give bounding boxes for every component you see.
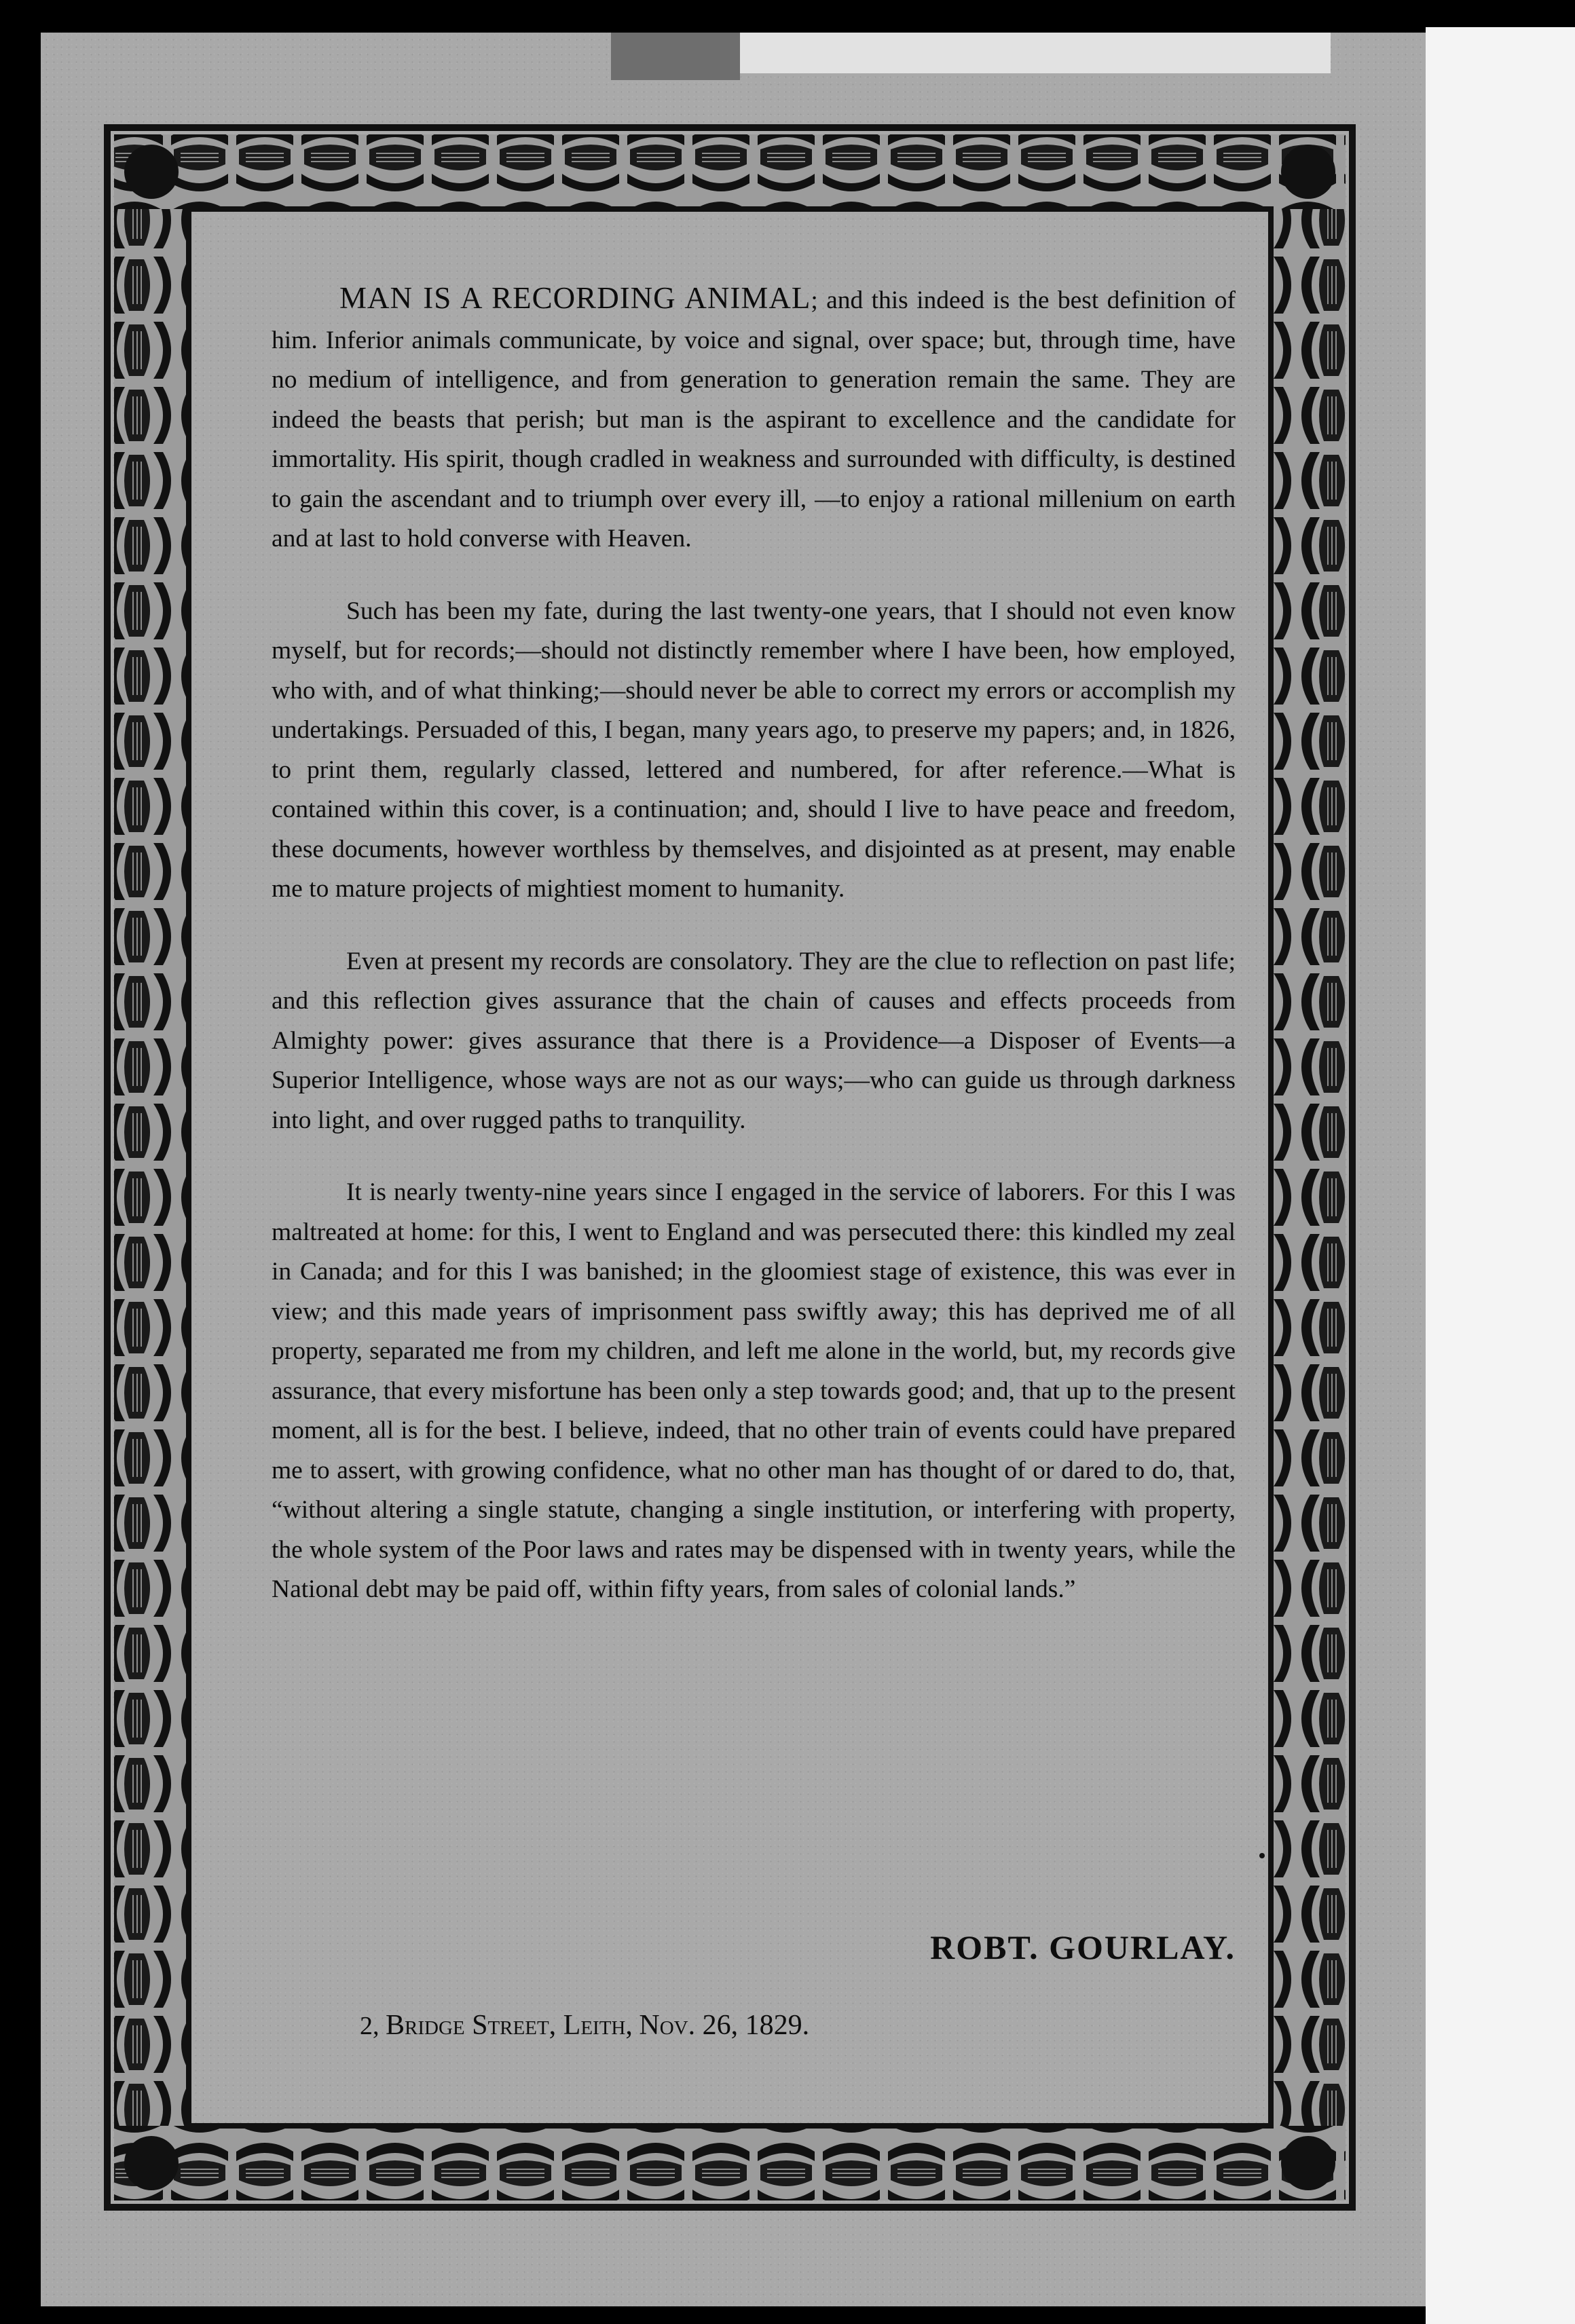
address-number: 2, — [360, 2012, 379, 2040]
ink-speck — [1259, 1853, 1265, 1858]
paragraph-3-text: Even at present my records are consolatory. They are the clue to reflection on past life; and this reflection gives assurance that the chain of causes and effects proceeds from Almighty power: gives assurance that there is a Providence—a Disposer of Events—a Superior Intelligence, whose ways are not as our ways;—who can guide us through darkness into light, and over rugged paths to tranquility. — [272, 947, 1236, 1134]
address-date: Nov. 26, 1829. — [639, 2010, 810, 2041]
paragraph-2 — [272, 592, 1236, 910]
scan-label-strip — [740, 33, 1331, 73]
paragraph-1 — [272, 278, 1236, 559]
scan-mark — [611, 33, 740, 80]
signature: ROBT. GOURLAY. — [930, 1928, 1236, 1966]
paragraph-1-text: ; and this indeed is the best definition of him. Inferior animals communicate, by voice and signal, over space; but, through time, have no medium of intelligence, and from generation to generation remain the same. They are indeed the beasts that perish; but man is the aspirant to excellence and the candidate for immortality. His spirit, though cradled in weakness and surrounded with difficulty, is destined to gain the ascendant and to triumph over every ill, —to enjoy a rational millenium on earth and at last to hold converse with Heaven. — [272, 286, 1236, 552]
paragraph-1-lead: MAN IS A RECORDING ANIMAL — [339, 281, 811, 315]
scan-background-right — [1426, 27, 1575, 2324]
document-body — [272, 278, 1236, 1643]
paragraph-3 — [272, 942, 1236, 1141]
paragraph-4-text: It is nearly twenty-nine years since I engaged in the service of laborers. For this I was maltreated at home: for this, I went to England and was persecuted there: this kindled my zeal in Canada; and for this I was banished; in the gloomiest stage of existence, this was ever in view; and this made years of imprisonment pass swiftly away; this has deprived me of all property, separated me from my children, and left me alone in the world, but, my records give assurance, that every misfortune has been only a step towards good; and, that up to the present moment, all is for the best. I believe, indeed, that no other train of events could have prepared me to assert, with growing confidence, what no other man has thought of or dared to do, that, “without altering a single statute, changing a single institution, or interfering with property, the whole system of the Poor laws and rates may be dispensed with in twenty years, while the National debt may be paid off, within fifty years, from sales of colonial lands.” — [272, 1178, 1236, 1603]
paragraph-2-text: Such has been my fate, during the last twenty-one years, that I should not even know myself, but for records;—should not distinctly remember where I have been, how employed, who with, and of what thinking;—should never be able to correct my errors or accomplish my undertakings. Persuaded of this, I began, many years ago, to preserve my papers; and, in 1826, to print them, regularly classed, lettered and numbered, for after reference.—What is contained within this cover, is a continuation; and, should I live to have peace and freedom, these documents, however worthless by themselves, and disjointed as at present, may enable me to mature projects of mightiest moment to humanity. — [272, 597, 1236, 903]
address-street: Bridge Street, Leith, — [386, 2010, 633, 2041]
address-line — [360, 2009, 1242, 2042]
paragraph-4 — [272, 1173, 1236, 1610]
